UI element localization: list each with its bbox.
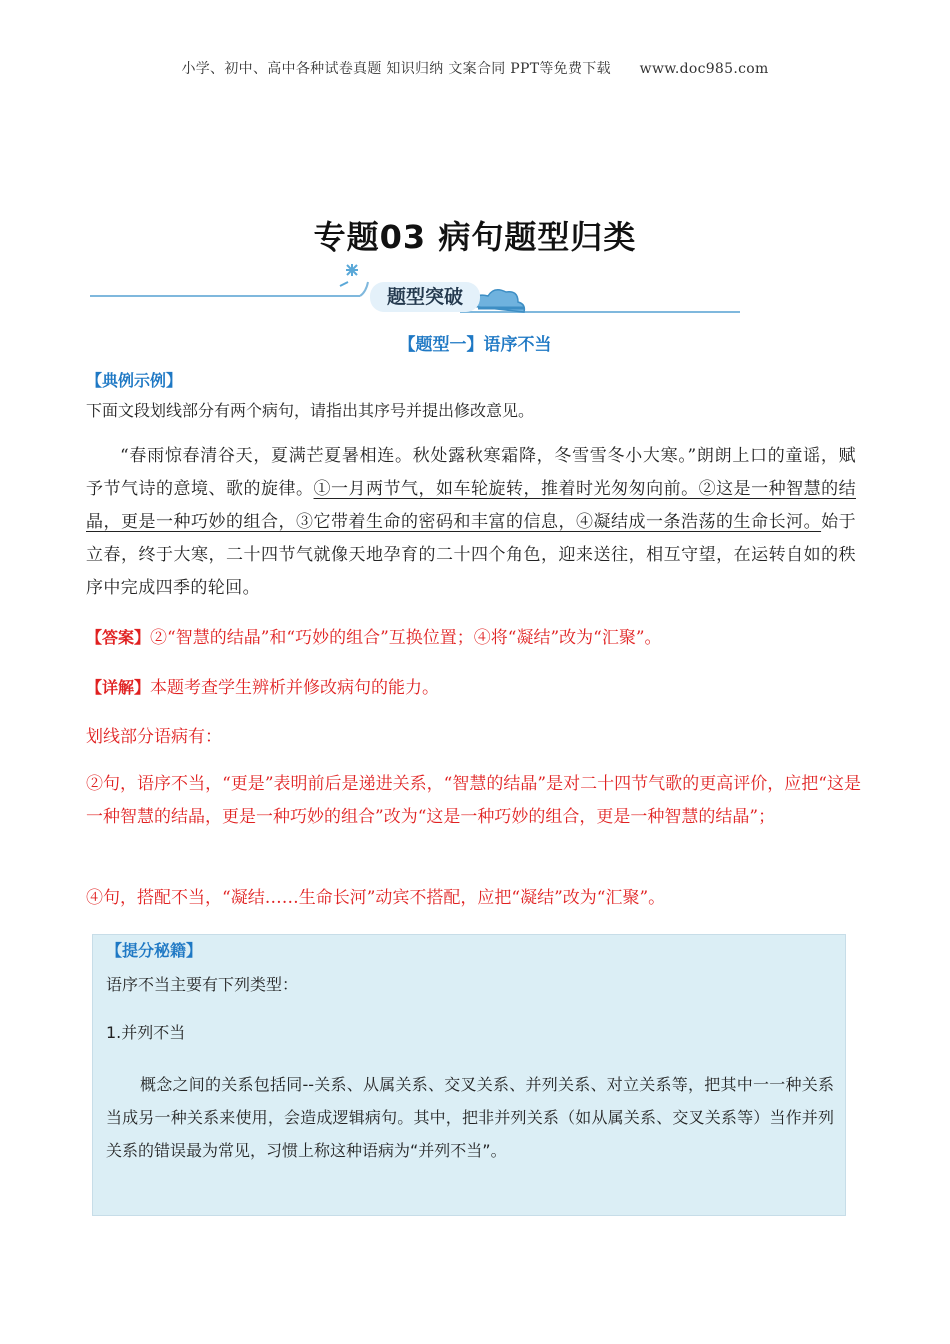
tips-title: 【提分秘籍】: [106, 941, 203, 960]
sparkle-icon: [340, 264, 358, 286]
passage-plain-start: “春雨惊春清谷天，夏满芒夏暑相连。秋处露秋寒霜降，冬雪雪冬小大寒。”朗朗上口的童谣，赋予节气诗的意境、歌的旋律。: [86, 446, 856, 499]
detail-block: [86, 672, 861, 704]
tips-item-1: 1.并列不当: [106, 1023, 186, 1042]
answer-text: ②“智慧的结晶”和“巧妙的组合”互换位置；④将“凝结”改为“汇聚”。: [150, 628, 662, 648]
detail-text: 本题考查学生辨析并修改病句的能力。: [150, 678, 440, 698]
answer-label: 【答案】: [86, 628, 151, 647]
banner-label: 题型突破: [370, 282, 480, 312]
tips-paragraph: 概念之间的关系包括同--关系、从属关系、交叉关系、并列关系、对立关系等，把其中一一种关系当成另一种关系来使用，会造成逻辑病句。其中，把非并列关系（如从属关系、交叉关系等）当作并列关系的错误最为常见，习惯上称这种语病为“并列不当”。: [106, 1075, 834, 1160]
header-url[interactable]: www.doc985.com: [639, 61, 769, 77]
page-header: [0, 58, 950, 78]
answer-block: [86, 622, 861, 654]
example-label: 【典例示例】: [86, 371, 183, 390]
detail-line2: 划线部分语病有：: [86, 727, 222, 747]
detail-point2: ④句，搭配不当，“凝结……生命长河”动宾不搭配，应把“凝结”改为“汇聚”。: [86, 888, 666, 908]
passage-underlined: ①一月两节气，如车轮旋转，推着时光匆匆向前。②这是一种智慧的结晶，更是一种巧妙的组合，③它带着生命的密码和丰富的信息，④凝结成一条浩荡的生命长河。: [86, 479, 856, 532]
header-text: 小学、初中、高中各种试卷真题 知识归纳 文案合同 PPT等免费下载: [181, 61, 611, 77]
page-title: 专题03 病句题型归类: [313, 218, 637, 256]
tips-intro: 语序不当主要有下列类型：: [106, 975, 299, 994]
passage-plain-end: 始于立春，终于大寒，二十四节气就像天地孕育的二十四个角色，迎来送往，相互守望，在运转自如的秩序中完成四季的轮回。: [86, 512, 856, 598]
detail-label: 【详解】: [86, 678, 151, 697]
example-passage: [86, 440, 856, 605]
section-heading: 【题型一】语序不当: [398, 335, 552, 355]
example-intro: 下面文段划线部分有两个病句，请指出其序号并提出修改意见。: [86, 401, 535, 420]
detail-point1: ②句，语序不当，“更是”表明前后是递进关系，“智慧的结晶”是对二十四节气歌的更高评价，应把“这是一种智慧的结晶，更是一种巧妙的组合”改为“这是一种巧妙的组合，更是一种智慧的结晶”；: [86, 774, 861, 827]
